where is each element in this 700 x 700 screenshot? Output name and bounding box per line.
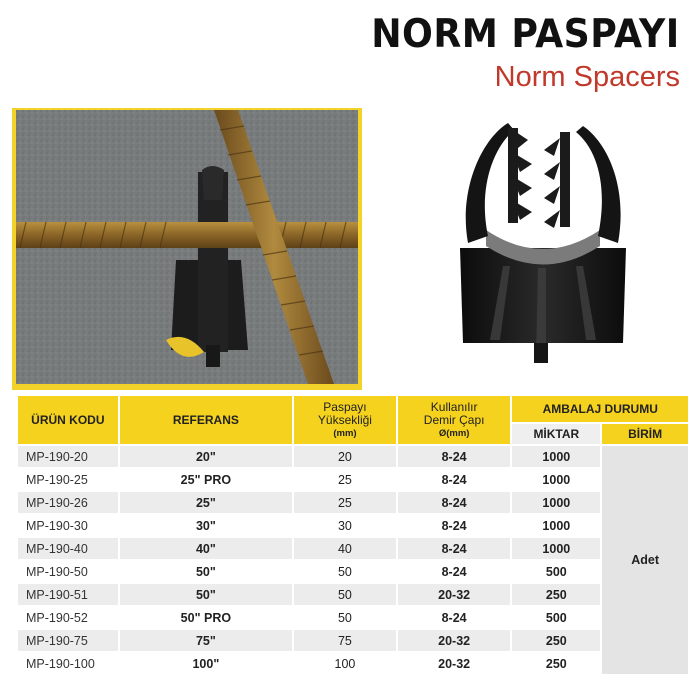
title-block	[348, 12, 680, 94]
header-reference: REFERANS	[120, 396, 292, 444]
height-cell: 25	[294, 469, 396, 490]
quantity-cell: 500	[512, 607, 600, 628]
spec-table-body	[18, 446, 688, 674]
reference-cell: 30"	[120, 515, 292, 536]
code-cell: MP-190-52	[18, 607, 118, 628]
quantity-cell: 1000	[512, 515, 600, 536]
page-subtitle: Norm Spacers	[494, 61, 680, 93]
header-code: ÜRÜN KODU	[18, 396, 118, 444]
table-row	[18, 561, 688, 582]
diameter-cell: 8-24	[398, 492, 511, 513]
height-cell: 25	[294, 492, 396, 513]
table-row	[18, 630, 688, 651]
diameter-cell: 8-24	[398, 607, 511, 628]
quantity-cell: 1000	[512, 538, 600, 559]
code-cell: MP-190-50	[18, 561, 118, 582]
quantity-cell: 500	[512, 561, 600, 582]
header-height-line1: Paspayı	[323, 399, 367, 414]
photo-frame	[12, 108, 362, 390]
quantity-cell: 250	[512, 584, 600, 605]
header-diameter-unit: Ø(mm)	[438, 427, 470, 439]
table-row	[18, 515, 688, 536]
height-cell: 75	[294, 630, 396, 651]
quantity-cell: 1000	[512, 469, 600, 490]
diameter-cell: 20-32	[398, 653, 511, 674]
header-diameter	[398, 396, 511, 444]
reference-cell: 20"	[120, 446, 292, 467]
reference-cell: 50"	[120, 584, 292, 605]
reference-cell: 50"	[120, 561, 292, 582]
table-row	[18, 584, 688, 605]
code-cell: MP-190-75	[18, 630, 118, 651]
code-cell: MP-190-26	[18, 492, 118, 513]
reference-cell: 25"	[120, 492, 292, 513]
quantity-cell: 1000	[512, 492, 600, 513]
diameter-cell: 8-24	[398, 469, 511, 490]
height-cell: 40	[294, 538, 396, 559]
height-cell: 100	[294, 653, 396, 674]
header-height	[294, 396, 396, 444]
quantity-cell: 1000	[512, 446, 600, 467]
header-height-line2: Yüksekliği	[317, 412, 372, 427]
table-row	[18, 492, 688, 513]
diameter-cell: 20-32	[398, 584, 511, 605]
height-cell: 30	[294, 515, 396, 536]
reference-cell: 50" PRO	[120, 607, 292, 628]
reference-cell: 100"	[120, 653, 292, 674]
table-row	[18, 538, 688, 559]
diameter-cell: 20-32	[398, 630, 511, 651]
code-cell: MP-190-20	[18, 446, 118, 467]
rebar-spacer-photo	[16, 110, 358, 384]
code-cell: MP-190-25	[18, 469, 118, 490]
code-cell: MP-190-51	[18, 584, 118, 605]
diameter-cell: 8-24	[398, 561, 511, 582]
header-height-unit: (mm)	[333, 427, 357, 439]
table-row	[18, 469, 688, 490]
header-diameter-line1: Kullanılır	[430, 399, 478, 414]
height-cell: 20	[294, 446, 396, 467]
header-diameter-line2: Demir Çapı	[423, 412, 485, 427]
quantity-cell: 250	[512, 630, 600, 651]
table-row	[18, 653, 688, 674]
header-unit: BİRİM	[602, 424, 688, 444]
diameter-cell: 8-24	[398, 446, 511, 467]
header-quantity: MİKTAR	[512, 424, 600, 444]
reference-cell: 40"	[120, 538, 292, 559]
page-title: NORM PASPAYI	[371, 12, 680, 57]
reference-cell: 25" PRO	[120, 469, 292, 490]
header-packaging: AMBALAJ DURUMU	[512, 396, 688, 422]
code-cell: MP-190-40	[18, 538, 118, 559]
code-cell: MP-190-30	[18, 515, 118, 536]
spacer-product-icon	[448, 118, 638, 378]
diameter-cell: 8-24	[398, 538, 511, 559]
table-row	[18, 446, 688, 467]
code-cell: MP-190-100	[18, 653, 118, 674]
reference-cell: 75"	[120, 630, 292, 651]
height-cell: 50	[294, 584, 396, 605]
spec-table	[16, 394, 690, 676]
diameter-cell: 8-24	[398, 515, 511, 536]
height-cell: 50	[294, 607, 396, 628]
table-row	[18, 607, 688, 628]
quantity-cell: 250	[512, 653, 600, 674]
height-cell: 50	[294, 561, 396, 582]
unit-cell: Adet	[602, 446, 688, 674]
